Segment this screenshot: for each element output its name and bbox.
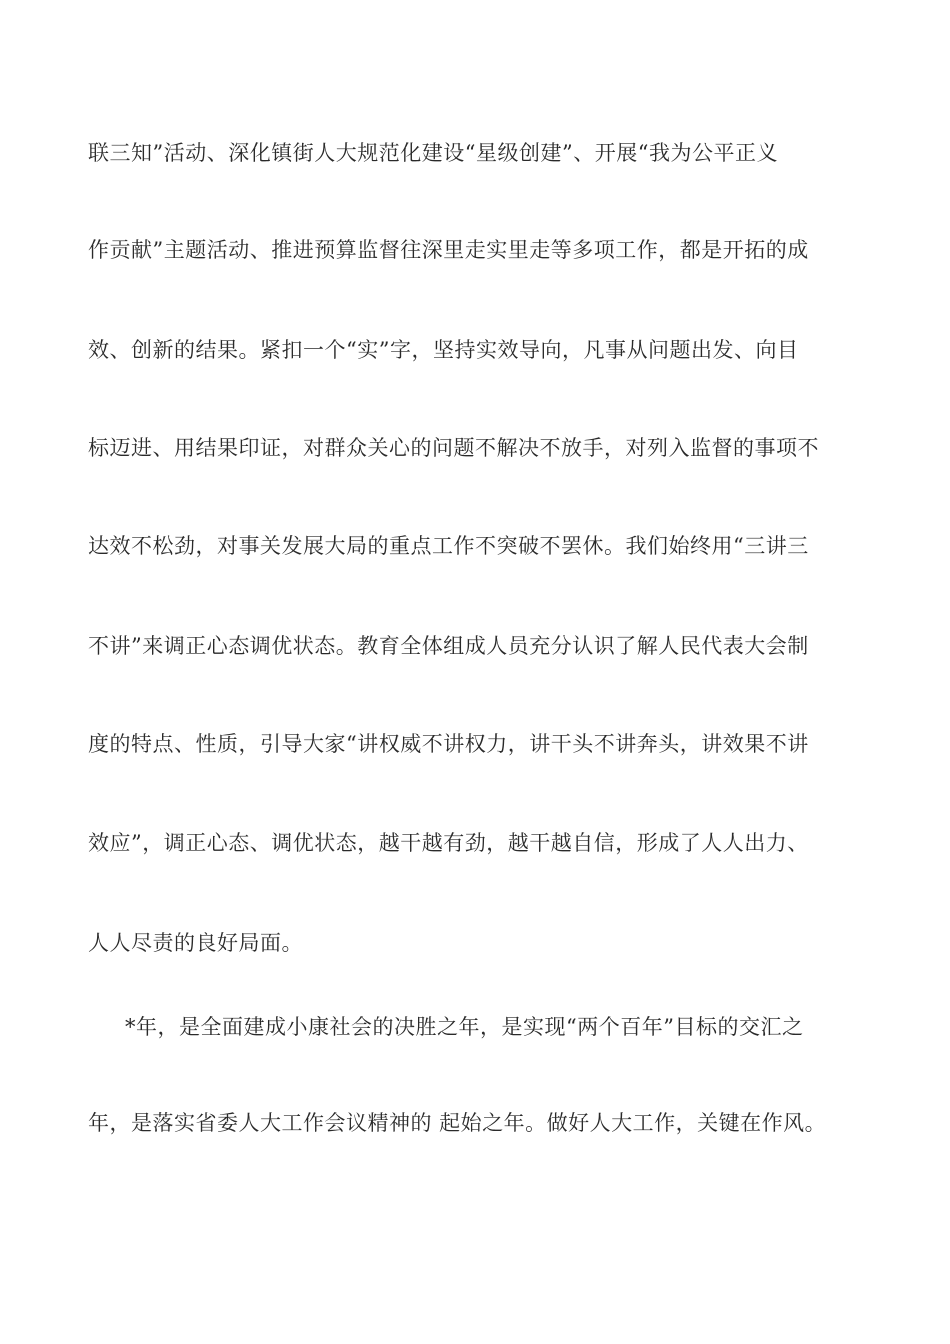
text-line: 效应”，调正心态、调优状态，越干越有劲，越干越自信，形成了人人出力、	[88, 831, 809, 855]
text-line: 标迈进、用结果印证，对群众关心的问题不解决不放手，对列入监督的事项不	[88, 436, 819, 460]
text-line: 人人尽责的良好局面。	[88, 931, 303, 955]
text-line: 联三知”活动、深化镇街人大规范化建设“星级创建”、开展“我为公平正义	[88, 141, 778, 165]
text-line: 年，是落实省委人大工作会议精神的 起始之年。做好人大工作，关键在作风。	[88, 1111, 827, 1135]
text-line: *年，是全面建成小康社会的决胜之年，是实现“两个百年”目标的交汇之	[125, 1015, 804, 1039]
text-line: 不讲”来调正心态调优状态。教育全体组成人员充分认识了解人民代表大会制	[88, 634, 809, 658]
text-line: 达效不松劲，对事关发展大局的重点工作不突破不罢休。我们始终用“三讲三	[88, 534, 809, 558]
text-line: 度的特点、性质，引导大家“讲权威不讲权力，讲干头不讲奔头，讲效果不讲	[88, 732, 809, 756]
text-line: 作贡献”主题活动、推进预算监督往深里走实里走等多项工作，都是开拓的成	[88, 238, 809, 262]
text-line: 效、创新的结果。紧扣一个“实”字，坚持实效导向，凡事从问题出发、向目	[88, 338, 799, 362]
